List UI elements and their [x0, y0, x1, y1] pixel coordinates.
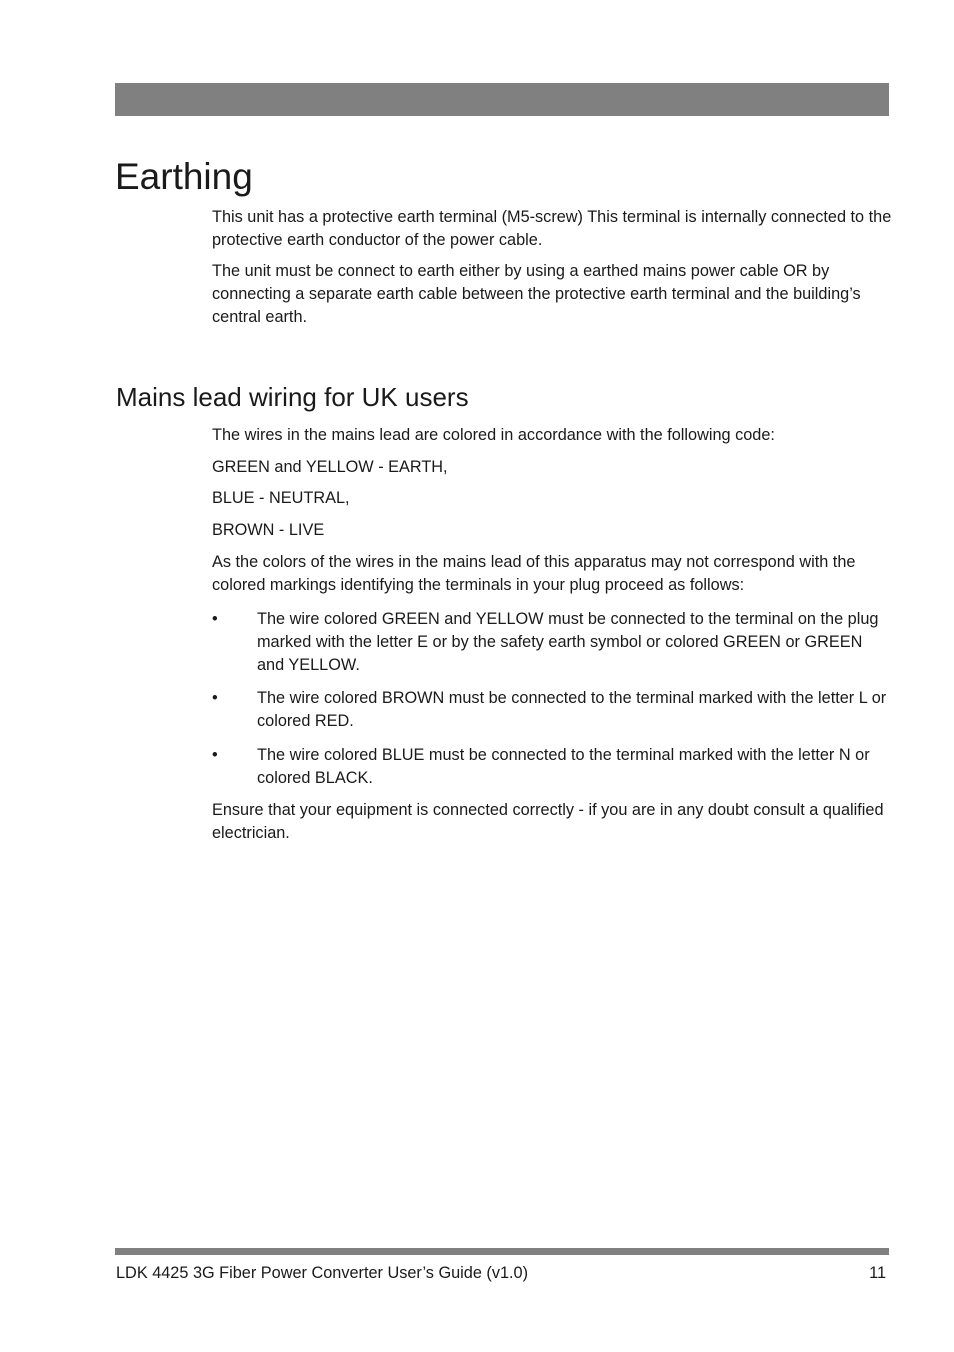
list-item-text: The wire colored BLUE must be connected to the terminal marked with the letter N or colored BLACK.: [257, 746, 870, 787]
page-number: 11: [869, 1264, 886, 1282]
color-code-earth: GREEN and YELLOW - EARTH,: [212, 458, 448, 476]
closing-note: Ensure that your equipment is connected correctly - if you are in any doubt consult a qualified electrician.: [212, 801, 884, 842]
bullet-icon: •: [212, 746, 218, 764]
header-bar: [115, 83, 889, 116]
bullet-icon: •: [212, 610, 218, 628]
mains-intro: The wires in the mains lead are colored in accordance with the following code:: [212, 426, 775, 444]
footer-title: LDK 4425 3G Fiber Power Converter User’s Guide (v1.0): [116, 1264, 529, 1282]
color-code-live: BROWN - LIVE: [212, 521, 325, 539]
page-title: Earthing: [115, 156, 253, 197]
list-item-text: The wire colored GREEN and YELLOW must be connected to the terminal on the plug marked with the letter E or by the safety earth symbol or colored GREEN or GREEN and YELLOW.: [257, 610, 879, 674]
color-code-neutral: BLUE - NEUTRAL,: [212, 489, 350, 507]
section-heading-mains: Mains lead wiring for UK users: [116, 382, 469, 412]
earthing-paragraph-1: This unit has a protective earth terminal (M5-screw) This terminal is internally connected to the protective earth conductor of the power cable.: [212, 208, 892, 249]
list-item-text: The wire colored BROWN must be connected to the terminal marked with the letter L or colored RED.: [257, 689, 887, 730]
bullet-icon: •: [212, 689, 218, 707]
footer-bar: [115, 1248, 889, 1255]
earthing-paragraph-2: The unit must be connect to earth either by using a earthed mains power cable OR by connecting a separate earth cable between the protective earth terminal and the building’s central earth.: [212, 262, 861, 326]
mains-instructions: As the colors of the wires in the mains lead of this apparatus may not correspond with the colored markings identifying the terminals in your plug proceed as follows:: [212, 553, 856, 594]
